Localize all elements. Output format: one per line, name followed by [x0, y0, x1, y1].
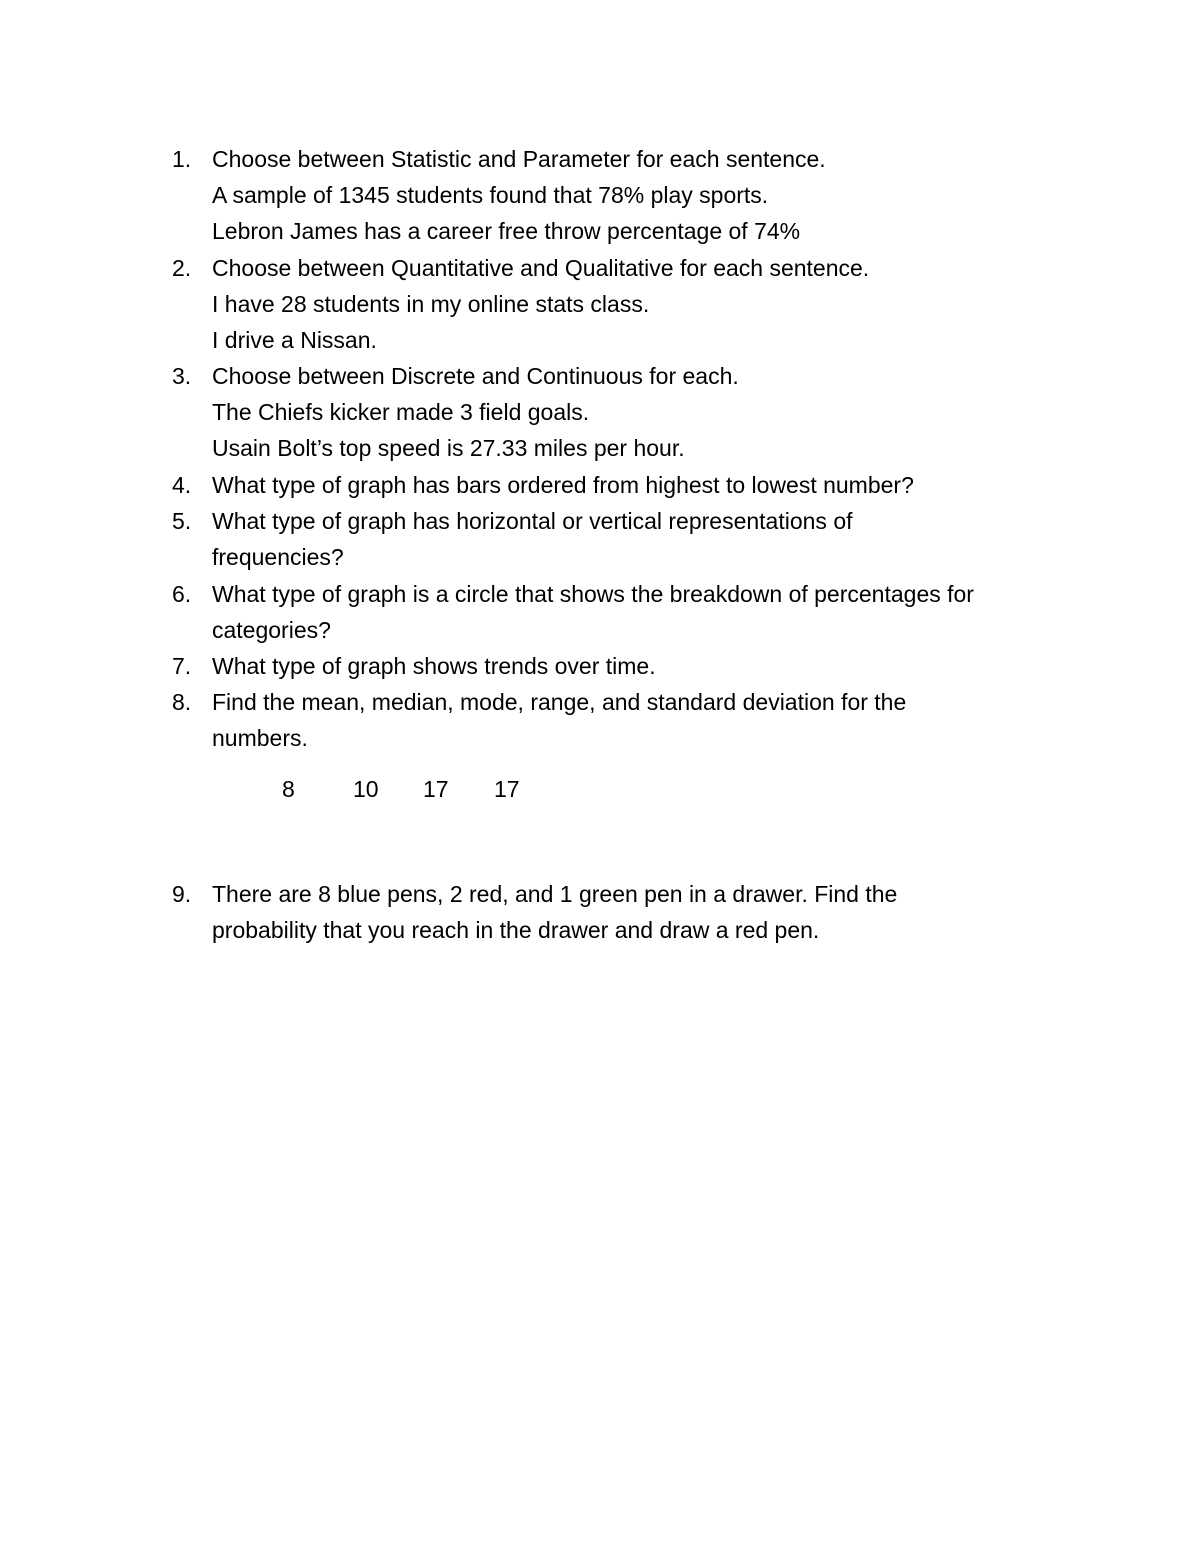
question-subline: The Chiefs kicker made 3 field goals.	[212, 399, 590, 425]
question-text: Choose between Statistic and Parameter for each sentence.	[212, 146, 826, 172]
data-value: 17	[494, 776, 520, 802]
question-subline: A sample of 1345 students found that 78% play sports.	[212, 182, 769, 208]
question-9	[172, 876, 1072, 948]
question-5	[172, 503, 1072, 575]
question-subline: Usain Bolt’s top speed is 27.33 miles per hour.	[212, 435, 685, 461]
question-8	[172, 684, 1072, 756]
question-text: Find the mean, median, mode, range, and standard deviation for the	[212, 689, 907, 715]
question-subline: I drive a Nissan.	[212, 327, 377, 353]
question-text: There are 8 blue pens, 2 red, and 1 green pen in a drawer. Find the	[212, 881, 898, 907]
question-number: 9.	[172, 881, 192, 907]
question-number: 7.	[172, 653, 192, 679]
question-number: 6.	[172, 581, 192, 607]
question-number: 8.	[172, 689, 192, 715]
data-value: 10	[353, 776, 379, 802]
data-value: 8	[282, 776, 295, 802]
question-text: What type of graph is a circle that shows the breakdown of percentages for	[212, 581, 974, 607]
question-2	[172, 250, 1072, 358]
question-1	[172, 141, 1072, 249]
question-text: Choose between Discrete and Continuous for each.	[212, 363, 739, 389]
question-4	[172, 467, 1072, 503]
question-number: 1.	[172, 146, 192, 172]
question-3	[172, 358, 1072, 466]
data-value: 17	[423, 776, 449, 802]
question-subline: probability that you reach in the drawer and draw a red pen.	[212, 917, 820, 943]
question-subline: frequencies?	[212, 544, 344, 570]
data-values-row	[0, 771, 1200, 807]
question-number: 5.	[172, 508, 192, 534]
question-text: What type of graph has horizontal or vertical representations of	[212, 508, 853, 534]
question-subline: Lebron James has a career free throw percentage of 74%	[212, 218, 801, 244]
question-number: 2.	[172, 255, 192, 281]
question-subline: I have 28 students in my online stats class.	[212, 291, 650, 317]
question-text: Choose between Quantitative and Qualitative for each sentence.	[212, 255, 870, 281]
question-subline: numbers.	[212, 725, 308, 751]
question-number: 4.	[172, 472, 192, 498]
question-subline: categories?	[212, 617, 331, 643]
question-number: 3.	[172, 363, 192, 389]
question-6	[172, 576, 1072, 648]
question-7	[172, 648, 1072, 684]
question-text: What type of graph shows trends over time.	[212, 653, 656, 679]
question-text: What type of graph has bars ordered from highest to lowest number?	[212, 472, 914, 498]
